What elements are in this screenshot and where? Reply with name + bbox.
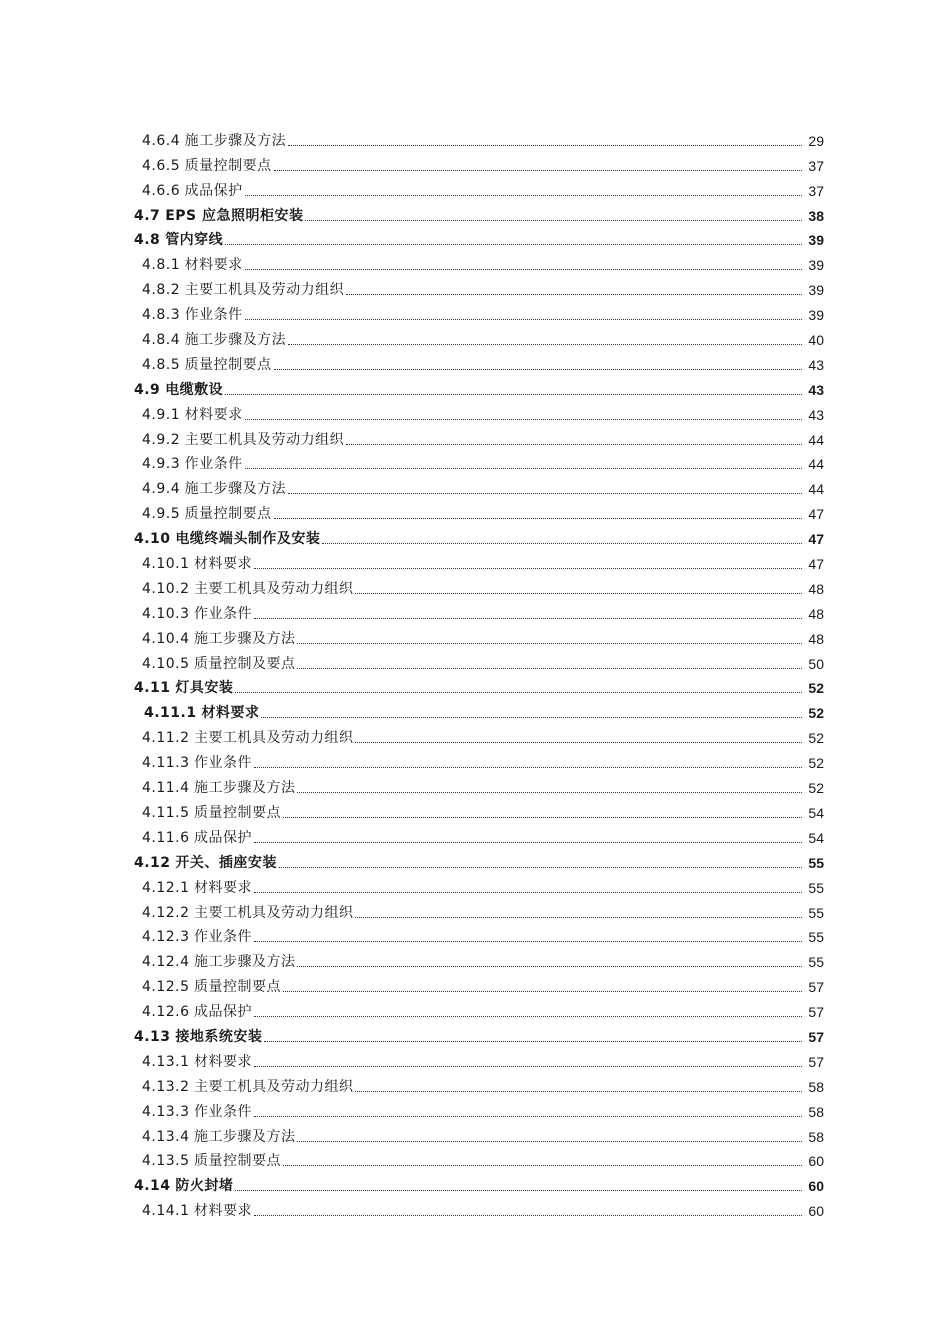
toc-entry[interactable]	[134, 399, 824, 424]
toc-entry-title: 施工步骤及方法	[184, 332, 287, 349]
toc-entry-number: 4.10.5	[142, 655, 190, 672]
toc-dot-leader	[254, 842, 802, 843]
toc-entry[interactable]	[134, 897, 824, 922]
toc-dot-leader	[245, 468, 802, 469]
toc-entry-page-number: 48	[808, 630, 824, 647]
toc-entry-number: 4.9.5	[142, 506, 181, 523]
toc-dot-leader	[235, 692, 802, 693]
toc-entry-number: 4.9.3	[142, 456, 181, 473]
toc-dot-leader	[254, 892, 802, 893]
toc-dot-leader	[245, 319, 802, 320]
toc-entry-title: 作业条件	[184, 307, 243, 324]
toc-dot-leader	[254, 568, 802, 569]
toc-entry-page-number: 58	[808, 1128, 824, 1145]
toc-dot-leader	[254, 941, 802, 942]
toc-dot-leader	[355, 742, 802, 743]
toc-entry[interactable]	[134, 249, 824, 274]
toc-entry-number: 4.12.1	[142, 879, 190, 896]
toc-dot-leader	[355, 917, 802, 918]
toc-entry-title: 施工步骤及方法	[184, 132, 287, 149]
toc-entry-number: 4.10.2	[142, 580, 190, 597]
toc-entry[interactable]	[134, 1146, 824, 1171]
toc-entry-title: EPS 应急照明柜安装	[165, 207, 304, 224]
toc-entry-page-number: 55	[808, 879, 824, 896]
toc-entry[interactable]	[134, 299, 824, 324]
toc-entry-number: 4.8.3	[142, 307, 181, 324]
toc-entry-number: 4.10.1	[142, 556, 190, 573]
toc-entry-page-number: 58	[808, 1103, 824, 1120]
toc-entry-page-number: 39	[808, 232, 824, 249]
toc-entry-page-number: 29	[808, 132, 824, 149]
toc-dot-leader	[274, 518, 802, 519]
toc-entry-page-number: 57	[808, 1004, 824, 1021]
toc-dot-leader	[261, 717, 802, 718]
toc-entry-number: 4.9	[134, 381, 161, 398]
toc-entry-title: 管内穿线	[165, 232, 224, 249]
toc-entry-title: 施工步骤及方法	[193, 1128, 296, 1145]
toc-entry-page-number: 39	[808, 257, 824, 274]
toc-entry-page-number: 54	[808, 804, 824, 821]
toc-entry[interactable]	[134, 822, 824, 847]
toc-dot-leader	[288, 145, 802, 146]
toc-entry-page-number: 48	[808, 605, 824, 622]
toc-dot-leader	[322, 543, 802, 544]
toc-entry-title: 材料要求	[184, 257, 243, 274]
toc-entry[interactable]	[134, 922, 824, 947]
toc-entry-number: 4.10	[134, 531, 171, 548]
toc-dot-leader	[254, 618, 802, 619]
toc-entry[interactable]	[134, 623, 824, 648]
toc-entry-number: 4.13.5	[142, 1153, 190, 1170]
toc-dot-leader	[245, 195, 802, 196]
toc-entry-title: 电缆终端头制作及安装	[175, 531, 321, 548]
toc-dot-leader	[254, 1016, 802, 1017]
toc-dot-leader	[274, 170, 802, 171]
toc-entry-number: 4.12.2	[142, 904, 190, 921]
toc-entry-page-number: 38	[808, 207, 824, 224]
toc-entry-number: 4.12	[134, 854, 171, 871]
toc-entry[interactable]	[134, 200, 824, 225]
toc-entry-page-number: 54	[808, 829, 824, 846]
toc-entry-number: 4.8.1	[142, 257, 181, 274]
toc-entry-title: 成品保护	[184, 182, 243, 199]
toc-dot-leader	[283, 817, 802, 818]
toc-entry[interactable]	[134, 697, 824, 722]
toc-entry[interactable]	[134, 274, 824, 299]
toc-entry-page-number: 43	[808, 406, 824, 423]
toc-entry-number: 4.7	[134, 207, 161, 224]
toc-dot-leader	[245, 419, 802, 420]
toc-entry-page-number: 44	[808, 481, 824, 498]
toc-entry-number: 4.9.4	[142, 481, 181, 498]
toc-dot-leader	[254, 1215, 802, 1216]
toc-entry-number: 4.11.1	[144, 705, 197, 722]
toc-entry-title: 材料要求	[193, 879, 252, 896]
toc-dot-leader	[305, 220, 802, 221]
toc-entry-title: 施工步骤及方法	[193, 780, 296, 797]
toc-dot-leader	[288, 493, 802, 494]
toc-entry-number: 4.14.1	[142, 1203, 190, 1220]
toc-dot-leader	[355, 593, 802, 594]
toc-dot-leader	[254, 767, 802, 768]
toc-entry-title: 接地系统安装	[175, 1028, 263, 1045]
toc-entry-title: 主要工机具及劳动力组织	[184, 282, 345, 299]
toc-entry-page-number: 43	[808, 356, 824, 373]
toc-entry[interactable]	[134, 1021, 824, 1046]
toc-entry-page-number: 57	[808, 979, 824, 996]
toc-entry-number: 4.6.4	[142, 132, 181, 149]
toc-dot-leader	[297, 966, 802, 967]
toc-entry[interactable]	[134, 1046, 824, 1071]
toc-entry[interactable]	[134, 797, 824, 822]
toc-entry-title: 作业条件	[193, 1103, 252, 1120]
toc-entry-title: 电缆敷设	[165, 381, 224, 398]
toc-entry[interactable]	[134, 1170, 824, 1195]
toc-entry[interactable]	[134, 150, 824, 175]
toc-dot-leader	[283, 991, 802, 992]
toc-entry-number: 4.11	[134, 680, 171, 697]
toc-entry-title: 成品保护	[193, 1004, 252, 1021]
toc-entry[interactable]	[134, 473, 824, 498]
toc-entry[interactable]	[134, 573, 824, 598]
table-of-contents	[134, 125, 824, 1220]
toc-dot-leader	[346, 444, 802, 445]
toc-entry-number: 4.9.1	[142, 406, 181, 423]
toc-entry-title: 施工步骤及方法	[193, 954, 296, 971]
toc-entry-title: 主要工机具及劳动力组织	[184, 431, 345, 448]
toc-entry-page-number: 52	[808, 705, 824, 722]
toc-entry-page-number: 47	[808, 506, 824, 523]
toc-entry-number: 4.11.2	[142, 730, 190, 747]
toc-entry-title: 质量控制要点	[193, 1153, 281, 1170]
toc-dot-leader	[225, 394, 802, 395]
toc-entry[interactable]	[134, 971, 824, 996]
toc-entry-page-number: 55	[808, 904, 824, 921]
toc-entry[interactable]	[134, 1195, 824, 1220]
toc-entry-page-number: 60	[808, 1203, 824, 1220]
toc-entry[interactable]	[134, 772, 824, 797]
toc-entry-number: 4.10.3	[142, 605, 190, 622]
toc-entry[interactable]	[134, 449, 824, 474]
toc-dot-leader	[274, 369, 802, 370]
toc-entry-number: 4.12.3	[142, 929, 190, 946]
toc-entry-number: 4.13	[134, 1028, 171, 1045]
toc-entry-title: 主要工机具及劳动力组织	[193, 904, 354, 921]
toc-entry-title: 主要工机具及劳动力组织	[193, 730, 354, 747]
toc-dot-leader	[297, 668, 802, 669]
toc-entry-title: 质量控制要点	[193, 979, 281, 996]
toc-entry-title: 材料要求	[193, 1203, 252, 1220]
toc-entry-page-number: 44	[808, 456, 824, 473]
toc-entry-page-number: 52	[808, 755, 824, 772]
toc-entry-number: 4.6.6	[142, 182, 181, 199]
toc-dot-leader	[297, 792, 802, 793]
toc-entry-title: 施工步骤及方法	[193, 630, 296, 647]
toc-entry-page-number: 47	[808, 531, 824, 548]
toc-dot-leader	[225, 244, 802, 245]
toc-entry-page-number: 58	[808, 1078, 824, 1095]
toc-entry-title: 质量控制要点	[184, 157, 272, 174]
toc-entry-title: 主要工机具及劳动力组织	[193, 580, 354, 597]
toc-entry-number: 4.12.6	[142, 1004, 190, 1021]
toc-entry[interactable]	[134, 498, 824, 523]
toc-entry-page-number: 44	[808, 431, 824, 448]
toc-entry-title: 质量控制要点	[184, 356, 272, 373]
toc-entry-page-number: 60	[808, 1153, 824, 1170]
toc-dot-leader	[254, 1116, 802, 1117]
toc-entry-page-number: 52	[808, 680, 824, 697]
toc-entry[interactable]	[134, 747, 824, 772]
toc-entry[interactable]	[134, 324, 824, 349]
toc-entry[interactable]	[134, 349, 824, 374]
toc-entry-page-number: 39	[808, 307, 824, 324]
toc-entry-number: 4.11.3	[142, 755, 190, 772]
toc-entry-number: 4.12.4	[142, 954, 190, 971]
toc-entry-page-number: 37	[808, 157, 824, 174]
toc-entry-title: 开关、插座安装	[175, 854, 277, 871]
toc-entry-page-number: 43	[808, 381, 824, 398]
toc-entry[interactable]	[134, 722, 824, 747]
toc-entry[interactable]	[134, 374, 824, 399]
toc-entry-title: 施工步骤及方法	[184, 481, 287, 498]
toc-entry-page-number: 55	[808, 854, 824, 871]
toc-dot-leader	[264, 1041, 802, 1042]
toc-entry-title: 成品保护	[193, 829, 252, 846]
toc-entry-page-number: 57	[808, 1028, 824, 1045]
toc-entry-title: 质量控制要点	[184, 506, 272, 523]
toc-dot-leader	[279, 867, 802, 868]
toc-entry[interactable]	[134, 1121, 824, 1146]
toc-entry-number: 4.9.2	[142, 431, 181, 448]
toc-entry-page-number: 60	[808, 1178, 824, 1195]
toc-entry-title: 防火封堵	[175, 1178, 234, 1195]
toc-entry-number: 4.13.3	[142, 1103, 190, 1120]
toc-dot-leader	[297, 1141, 802, 1142]
toc-entry[interactable]	[134, 598, 824, 623]
toc-entry-page-number: 55	[808, 954, 824, 971]
toc-entry-title: 材料要求	[193, 1053, 252, 1070]
toc-entry-page-number: 47	[808, 556, 824, 573]
toc-entry-number: 4.13.1	[142, 1053, 190, 1070]
toc-entry-page-number: 48	[808, 580, 824, 597]
toc-dot-leader	[288, 344, 802, 345]
toc-entry-title: 作业条件	[193, 929, 252, 946]
toc-entry[interactable]	[134, 1071, 824, 1096]
toc-entry[interactable]	[134, 548, 824, 573]
toc-entry-title: 作业条件	[193, 755, 252, 772]
toc-entry-page-number: 37	[808, 182, 824, 199]
toc-dot-leader	[283, 1165, 802, 1166]
toc-entry[interactable]	[134, 225, 824, 250]
toc-entry[interactable]	[134, 847, 824, 872]
toc-entry-number: 4.12.5	[142, 979, 190, 996]
toc-entry-number: 4.14	[134, 1178, 171, 1195]
toc-entry-title: 作业条件	[193, 605, 252, 622]
toc-entry-title: 主要工机具及劳动力组织	[193, 1078, 354, 1095]
toc-entry-number: 4.8.2	[142, 282, 181, 299]
toc-dot-leader	[235, 1190, 802, 1191]
toc-entry-number: 4.10.4	[142, 630, 190, 647]
toc-entry-number: 4.8	[134, 232, 161, 249]
toc-entry-page-number: 52	[808, 730, 824, 747]
toc-entry-number: 4.13.2	[142, 1078, 190, 1095]
toc-entry-number: 4.11.6	[142, 829, 190, 846]
toc-entry[interactable]	[134, 673, 824, 698]
toc-entry[interactable]	[134, 424, 824, 449]
toc-entry-number: 4.13.4	[142, 1128, 190, 1145]
toc-entry[interactable]	[134, 872, 824, 897]
toc-entry[interactable]	[134, 648, 824, 673]
toc-entry-number: 4.11.4	[142, 780, 190, 797]
toc-entry-number: 4.8.5	[142, 356, 181, 373]
toc-entry[interactable]	[134, 1096, 824, 1121]
toc-entry-page-number: 55	[808, 929, 824, 946]
toc-entry-number: 4.11.5	[142, 804, 190, 821]
toc-entry[interactable]	[134, 523, 824, 548]
toc-entry[interactable]	[134, 175, 824, 200]
toc-entry-title: 材料要求	[193, 556, 252, 573]
toc-entry-number: 4.6.5	[142, 157, 181, 174]
toc-entry-page-number: 40	[808, 332, 824, 349]
toc-dot-leader	[355, 1091, 802, 1092]
toc-entry[interactable]	[134, 125, 824, 150]
toc-dot-leader	[297, 643, 802, 644]
toc-entry-title: 材料要求	[184, 406, 243, 423]
toc-entry-number: 4.8.4	[142, 332, 181, 349]
toc-entry[interactable]	[134, 996, 824, 1021]
toc-entry-title: 质量控制要点	[193, 804, 281, 821]
toc-dot-leader	[254, 1066, 802, 1067]
toc-dot-leader	[245, 269, 802, 270]
toc-entry[interactable]	[134, 946, 824, 971]
toc-entry-title: 材料要求	[201, 705, 260, 722]
toc-entry-title: 作业条件	[184, 456, 243, 473]
toc-entry-page-number: 52	[808, 780, 824, 797]
toc-dot-leader	[346, 294, 802, 295]
toc-entry-title: 灯具安装	[175, 680, 234, 697]
toc-entry-title: 质量控制及要点	[193, 655, 296, 672]
toc-entry-page-number: 39	[808, 282, 824, 299]
toc-entry-page-number: 57	[808, 1053, 824, 1070]
toc-entry-page-number: 50	[808, 655, 824, 672]
